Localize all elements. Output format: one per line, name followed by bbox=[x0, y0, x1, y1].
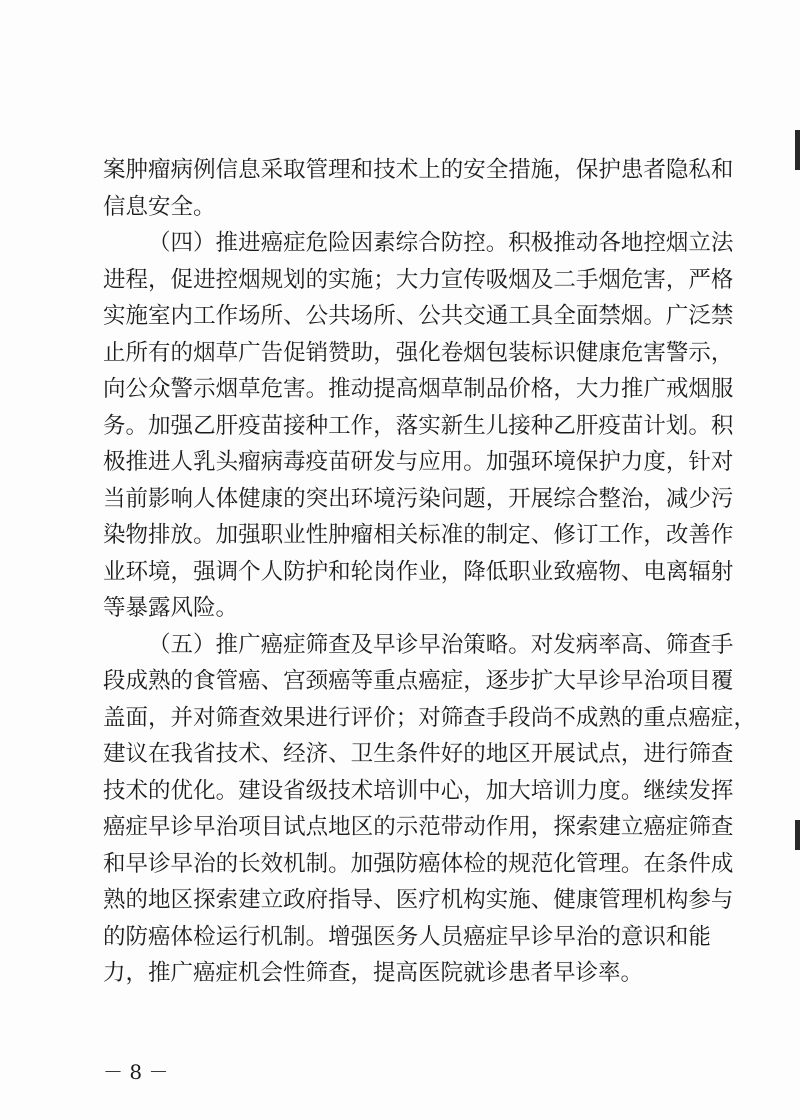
text-line: 染 物 排 放 。 加 强 职 业 性 肿 瘤 相 关 标 准 的 制 定 、 修 订 工 作 ， 改 善 作 bbox=[103, 522, 734, 548]
text-line: 案 肿 瘤 病 例 信 息 采 取 管 理 和 技 术 上 的 安 全 措 施 ， 保 护 患 者 隐 私 和 bbox=[103, 157, 734, 183]
text-line: 实 施 室 内 工 作 场 所 、 公 共 场 所 、 公 共 交 通 工 具 全 面 禁 烟 。 广 泛 禁 bbox=[103, 303, 734, 329]
text-line: 技 术 的 优 化 。 建 设 省 级 技 术 培 训 中 心 ， 加 大 培 训 力 度 。 继 续 发 挥 bbox=[103, 777, 734, 804]
text-line: 建 议 在 我 省 技 术 、 经 济 、 卫 生 条 件 好 的 地 区 开 展 试 点 ， 进 行 筛 查 bbox=[103, 741, 734, 767]
page-number: － 8 － bbox=[103, 1060, 169, 1084]
text-line: 向 公 众 警 示 烟 草 危 害 。 推 动 提 高 烟 草 制 品 价 格 ， 大 力 推 广 戒 烟 服 bbox=[103, 376, 734, 402]
text-line: 极 推 进 人 乳 头 瘤 病 毒 疫 苗 研 发 与 应 用 。 加 强 环 境 保 护 力 度 ， 针 对 bbox=[103, 449, 734, 475]
text-line: 信息安全。 bbox=[103, 193, 216, 220]
text-line: 和 早 诊 早 治 的 长 效 机 制 。 加 强 防 癌 体 检 的 规 范 化 管 理 。 在 条 件 成 bbox=[103, 850, 734, 877]
scan-edge-mark bbox=[795, 820, 800, 850]
section-heading-line: （ 四 ） 推 进 癌 症 危 险 因 素 综 合 防 控 。 积 极 推 动 各 地 控 烟 立 法 bbox=[148, 230, 734, 256]
text-line: 的 防 癌 体 检 运 行 机 制 。 增 强 医 务 人 员 癌 症 早 诊 早 治 的 意 识 和 能 bbox=[103, 923, 711, 950]
text-line: 段 成 熟 的 食 管 癌 、 宫 颈 癌 等 重 点 癌 症 ， 逐 步 扩 大 早 诊 早 治 项 目 覆 bbox=[103, 668, 734, 694]
scan-edge-mark bbox=[795, 130, 800, 170]
text-line: 业 环 境 ， 强 调 个 人 防 护 和 轮 岗 作 业 ， 降 低 职 业 致 癌 物 、 电 离 辐 射 bbox=[103, 558, 734, 585]
text-line: 当 前 影 响 人 体 健 康 的 突 出 环 境 污 染 问 题 ， 开 展 综 合 整 治 ， 减 少 污 bbox=[103, 485, 734, 512]
text-line: 盖 面 ， 并 对 筛 查 效 果 进 行 评 价 ； 对 筛 查 手 段 尚 不 成 熟 的 重 点 癌 症 ， bbox=[103, 704, 756, 731]
section-heading-line: （ 五 ） 推 广 癌 症 筛 查 及 早 诊 早 治 策 略 。 对 发 病 率 高 、 筛 查 手 bbox=[148, 631, 734, 658]
text-line: 务 。 加 强 乙 肝 疫 苗 接 种 工 作 ， 落 实 新 生 儿 接 种 乙 肝 疫 苗 计 划 。 积 bbox=[103, 412, 734, 439]
text-line: 癌 症 早 诊 早 治 项 目 试 点 地 区 的 示 范 带 动 作 用 ， 探 索 建 立 癌 症 筛 查 bbox=[103, 814, 734, 840]
text-line: 力，推广癌症机会性筛查，提高医院就诊患者早诊率。 bbox=[103, 960, 644, 986]
text-line: 熟 的 地 区 探 索 建 立 政 府 指 导 、 医 疗 机 构 实 施 、 健 康 管 理 机 构 参 与 bbox=[103, 887, 734, 913]
text-line: 等暴露风险。 bbox=[103, 595, 239, 621]
text-line: 止 所 有 的 烟 草 广 告 促 销 赞 助 ， 强 化 卷 烟 包 装 标 识 健 康 危 害 警 示 ， bbox=[103, 339, 734, 366]
body-text bbox=[103, 152, 756, 992]
text-line: 进 程 ， 促 进 控 烟 规 划 的 实 施 ； 大 力 宣 传 吸 烟 及 二 手 烟 危 害 ， 严 格 bbox=[103, 266, 734, 293]
